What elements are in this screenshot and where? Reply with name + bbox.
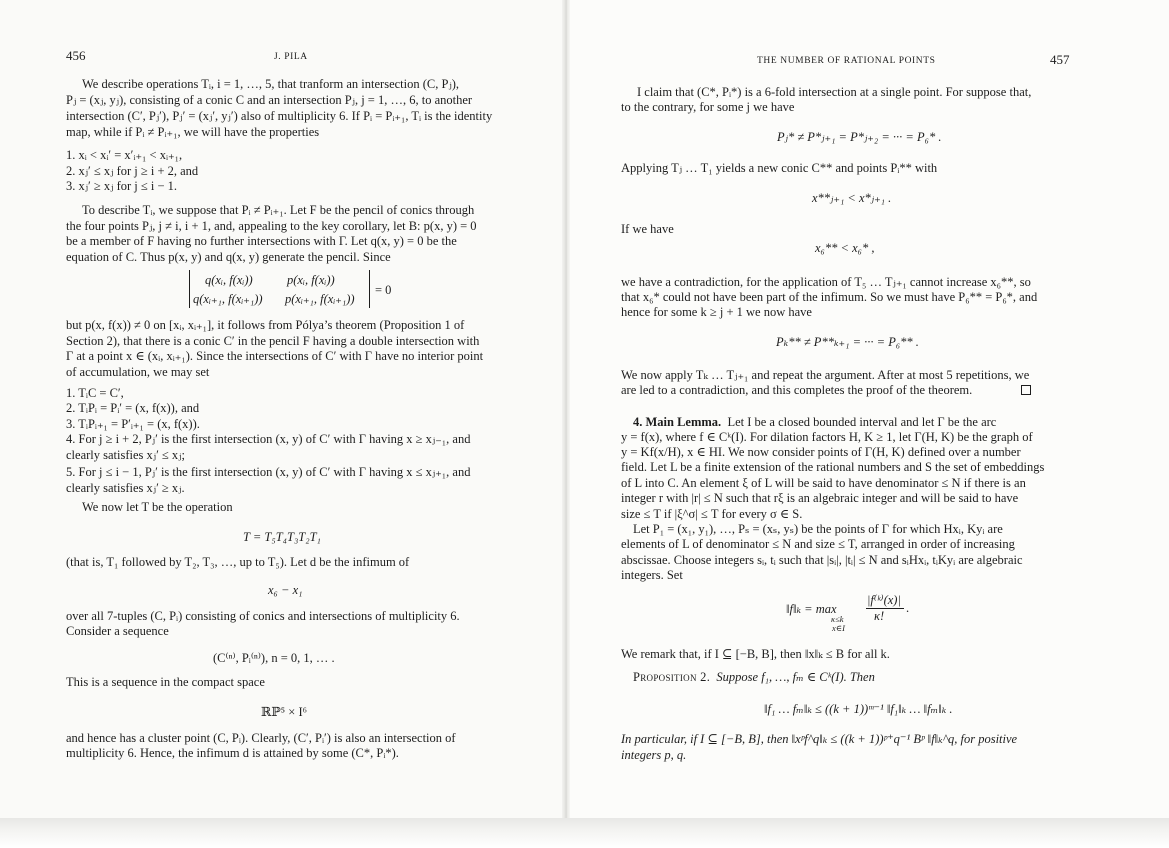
equation-2: x**ⱼ₊₁ < x*ⱼ₊₁ . — [812, 191, 892, 205]
text-line: We describe operations Tᵢ, i = 1, …, 5, that tranform an intersection (C, Pⱼ), — [82, 77, 460, 91]
list-item: 1. xᵢ < xᵢ′ = x′ᵢ₊₁ < xᵢ₊₁, — [66, 148, 183, 162]
text-line: we have a contradiction, for the application of T₅ … Tⱼ₊₁ cannot increase x₆**, so — [621, 275, 1031, 289]
fraction-bar — [866, 608, 904, 609]
equation-4: Pₖ** ≠ P**ₖ₊₁ = ··· = P₆** . — [776, 335, 919, 349]
text-line: integer r with |r| ≤ N such that rξ is an algebraic integer and will be said to have — [621, 491, 1019, 505]
det-cell: p(xᵢ₊₁, f(xᵢ₊₁)) — [285, 292, 355, 306]
text-line: to the contrary, for some j we have — [621, 100, 795, 114]
right-page — [566, 0, 1169, 820]
list-item: 3. TᵢPᵢ₊₁ = P′ᵢ₊₁ = (x, f(x)). — [66, 417, 200, 431]
page-bottom-shadow — [0, 818, 1169, 848]
text-line: To describe Tᵢ, we suppose that Pᵢ ≠ Pᵢ₊₁. Let F be the pencil of conics through — [82, 203, 475, 217]
qed-square-icon — [1021, 385, 1031, 395]
list-item: 3. xⱼ′ ≥ xⱼ for j ≤ i − 1. — [66, 179, 178, 193]
det-cell: q(xᵢ₊₁, f(xᵢ₊₁)) — [193, 292, 263, 306]
list-item: 4. For j ≥ i + 2, Pⱼ′ is the first intersection (x, y) of C′ with Γ having x ≥ xⱼ₋₁, and — [66, 432, 471, 446]
equation-T: T = T₅T₄T₃T₂T₁ — [243, 530, 321, 544]
text-line: map, while if Pᵢ ≠ Pᵢ₊₁, we will have the properties — [66, 125, 320, 139]
norm-subscript-2: x∈I — [832, 623, 845, 633]
list-item: 2. xⱼ′ ≤ xⱼ for j ≥ i + 2, and — [66, 164, 199, 178]
text-line: integers p, q. — [621, 748, 687, 762]
proposition-line — [633, 670, 875, 686]
equation-space: ℝℙ⁵ × I⁶ — [261, 705, 307, 719]
norm-period: . — [906, 601, 910, 615]
text-line: Let P₁ = (x₁, y₁), …, Pₛ = (xₛ, yₛ) be the points of Γ for which Hxᵢ, Kyᵢ are — [633, 522, 1003, 536]
page-number-right: 457 — [1050, 52, 1070, 67]
text-line: I claim that (C*, Pᵢ*) is a 6-fold intersection at a single point. For suppose that, — [637, 85, 1032, 99]
text-line: of L into C. An element ξ of L will be said to have denominator ≤ N if there is an — [621, 476, 1026, 490]
text-line: integers. Set — [621, 568, 683, 582]
text-line: are led to a contradiction, and this completes the proof of the theorem. — [621, 383, 973, 397]
equation-infimum: x₆ − x₁ — [268, 583, 303, 597]
text-line: equation of C. Thus p(x, y) and q(x, y) generate the pencil. Since — [66, 250, 391, 264]
text-line: In particular, if I ⊆ [−B, B], then ‖xᵖf^q‖ₖ ≤ ((k + 1))ᵖ⁺q⁻¹ Bᵖ ‖f‖ₖ^q, for positive — [621, 732, 1018, 746]
text-line: abscissae. Choose integers sᵢ, tᵢ such that |sᵢ|, |tᵢ| ≤ N and sᵢHxᵢ, tᵢKyᵢ are algebraic — [621, 553, 1023, 567]
list-item: 1. TᵢC = C′, — [66, 386, 124, 400]
text-line: multiplicity 6. Hence, the infimum d is attained by some (C*, Pᵢ*). — [66, 746, 399, 760]
list-item: 5. For j ≤ i − 1, Pⱼ′ is the first intersection (x, y) of C′ with Γ having x ≤ xⱼ₊₁, and — [66, 465, 471, 479]
norm-denominator: κ! — [874, 609, 885, 623]
text-line: hence for some k ≥ j + 1 we now have — [621, 305, 812, 319]
text-line: and hence has a cluster point (C, Pᵢ). Clearly, (C′, Pᵢ′) is also an intersection of — [66, 731, 456, 745]
list-item: clearly satisfies xⱼ′ ≤ xⱼ; — [66, 448, 185, 462]
page-number-left: 456 — [66, 48, 86, 63]
equation-1: Pⱼ* ≠ P*ⱼ₊₁ = P*ⱼ₊₂ = ··· = P₆* . — [777, 130, 942, 144]
text-line: y = Kf(x/H), x ∈ HI. We now consider points of Γ(H, K) defined over a number — [621, 445, 1021, 459]
text-line: intersection (C′, Pⱼ′), Pⱼ′ = (xⱼ′, yⱼ′) also of multiplicity 6. If Pᵢ = Pᵢ₊₁, Tᵢ is the identity — [66, 109, 493, 123]
running-head-left: J. PILA — [274, 52, 308, 62]
section-heading: 4. Main Lemma. — [633, 415, 722, 429]
text-line: Consider a sequence — [66, 624, 169, 638]
left-paragraph-5: (that is, T₁ followed by T₂, T₃, …, up to T₅). Let d be the infimum of — [66, 555, 410, 569]
left-paragraph-7: This is a sequence in the compact space — [66, 675, 265, 689]
text-line: elements of L of denominator ≤ N and size ≤ T, arranged in order of increasing — [621, 537, 1015, 551]
text-line: be a member of F having no further intersections with Γ. Let q(x, y) = 0 be the — [66, 234, 457, 248]
left-paragraph-4: We now let T be the operation — [82, 500, 233, 514]
det-equals: = 0 — [375, 283, 392, 297]
right-paragraph-2: Applying Tⱼ … T₁ yields a new conic C** and points Pᵢ** with — [621, 161, 938, 175]
list-item: 2. TᵢPᵢ = Pᵢ′ = (x, f(x)), and — [66, 401, 200, 415]
text-line: field. Let L be a finite extension of the rational numbers and S the set of embeddings — [621, 460, 1045, 474]
text-line: Section 2), that there is a conic C′ in the pencil F having a double intersection with — [66, 334, 480, 348]
text-line: Γ at a point x ∈ (xᵢ, xᵢ₊₁). Since the intersections of C′ with Γ have no interior point — [66, 349, 484, 363]
right-paragraph-8: We remark that, if I ⊆ [−B, B], then ‖x‖ₖ ≤ B for all k. — [621, 647, 890, 661]
text-line: We now apply Tₖ … Tⱼ₊₁ and repeat the argument. After at most 5 repetitions, we — [621, 368, 1030, 382]
det-cell: p(xᵢ, f(xᵢ)) — [287, 273, 335, 287]
det-cell: q(xᵢ, f(xᵢ)) — [205, 273, 253, 287]
text-line: size ≤ T if |ξ^σ| ≤ T for every σ ∈ S. — [621, 507, 803, 521]
equation-sequence: (C⁽ⁿ⁾, Pᵢ⁽ⁿ⁾), n = 0, 1, … . — [213, 651, 335, 665]
text-line: Pⱼ = (xⱼ, yⱼ), consisting of a conic C and an intersection Pⱼ, j = 1, …, 6, to another — [66, 93, 473, 107]
norm-numerator: |f⁽ᵏ⁾(x)| — [867, 593, 901, 607]
determinant-bar-right — [369, 270, 370, 308]
text-line: of accumulation, we may set — [66, 365, 210, 379]
equation-6: ‖f₁ … fₘ‖ₖ ≤ ((k + 1))ᵐ⁻¹ ‖f₁‖ₖ … ‖fₘ‖ₖ . — [764, 702, 953, 716]
section-first-line: Let I be a closed bounded interval and let Γ be the arc — [727, 415, 997, 429]
book-gutter — [562, 0, 570, 820]
text-line: y = f(x), where f ∈ Cᵏ(I). For dilation factors H, K ≥ 1, let Γ(H, K) be the graph of — [621, 430, 1033, 444]
proposition-label: Proposition 2. — [633, 670, 711, 684]
right-paragraph-3: If we have — [621, 222, 674, 236]
text-line: but p(x, f(x)) ≠ 0 on [xᵢ, xᵢ₊₁], it follows from Pólya’s theorem (Proposition 1 of — [66, 318, 465, 332]
norm-subscript: κ≤k — [831, 614, 844, 624]
text-line: the four points Pⱼ, j ≠ i, i + 1, and, appealing to the key corollary, let B: p(x, y) = 0 — [66, 219, 477, 233]
proposition-text: Suppose f₁, …, fₘ ∈ Cᵏ(I). Then — [716, 670, 875, 684]
section-line — [633, 415, 996, 431]
text-line: that x₆* could not have been part of the infimum. So we must have P₆** = P₆*, and — [621, 290, 1038, 304]
text-line: over all 7-tuples (C, Pᵢ) consisting of conics and intersections of multiplicity 6. — [66, 609, 460, 623]
list-item: clearly satisfies xⱼ′ ≥ xⱼ. — [66, 481, 185, 495]
norm-lhs: ‖f‖ₖ = max — [786, 602, 837, 616]
determinant-bar-left — [189, 270, 190, 308]
equation-3: x₆** < x₆* , — [815, 241, 875, 255]
running-head-right: THE NUMBER OF RATIONAL POINTS — [757, 56, 936, 66]
